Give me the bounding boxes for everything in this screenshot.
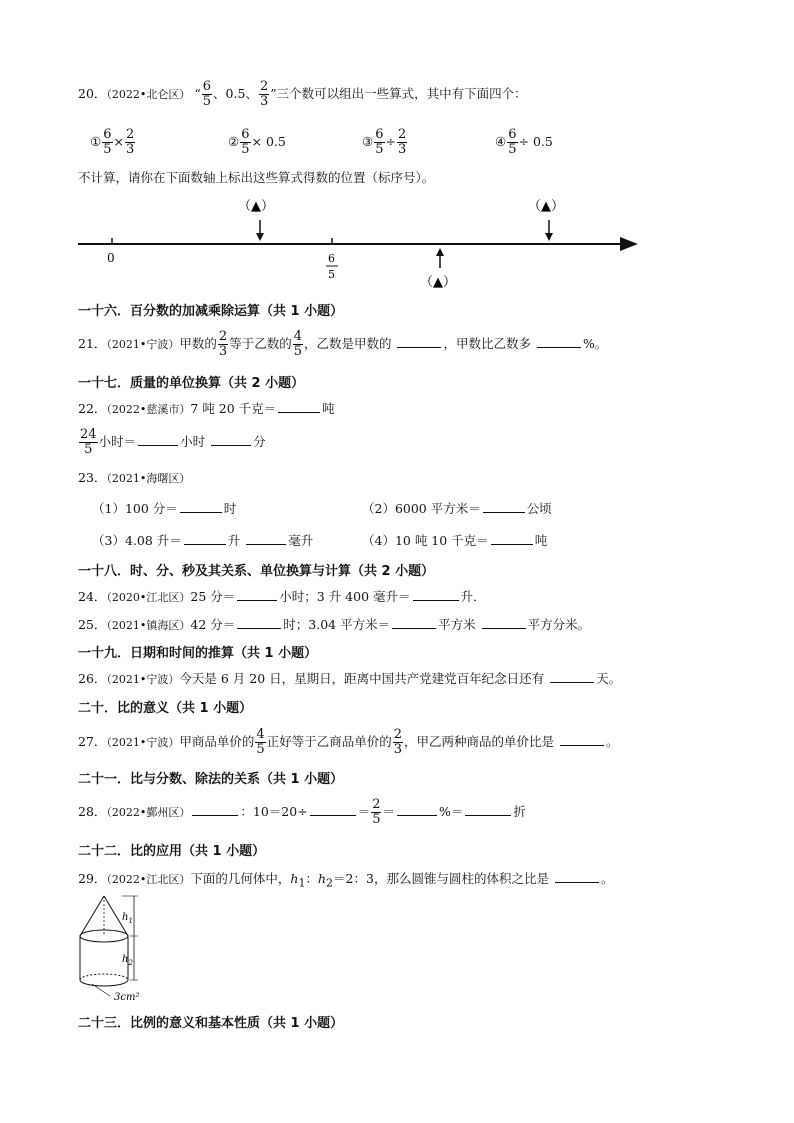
section-20-title: 二十．比的意义（共 1 小题） — [78, 701, 253, 716]
up-arrow-icon — [436, 248, 444, 256]
section-23-title: 二十三．比例的意义和基本性质（共 1 小题） — [78, 1016, 344, 1031]
axis-arrow — [620, 237, 638, 251]
tick-label-den: 5 — [328, 268, 335, 281]
answer-blank[interactable] — [184, 530, 226, 545]
h1-label: $h_1$ — [122, 912, 133, 925]
answer-blank[interactable] — [555, 868, 599, 883]
q22-line2: $\frac{24}{5}$ 小时＝ 小时 分 — [80, 427, 266, 457]
q20-expression-2: ② $\frac{6}{5}$ × 0.5 — [228, 127, 286, 157]
answer-blank[interactable] — [537, 333, 581, 348]
q23-stem: 23．（2021•海曙区） — [78, 470, 191, 485]
answer-blank[interactable] — [237, 614, 281, 629]
fraction: $\frac{2}{3}$ — [259, 79, 269, 109]
answer-blank[interactable] — [550, 668, 594, 683]
number-line — [70, 190, 650, 290]
h2-label: $h_2$ — [122, 954, 133, 967]
q20-stem: 20．（2022•北仑区） “ $\frac{6}{5}$ 、0.5、 $\frac{2}{3}$ ”三个数可以组出一些算式，其中有下面四个： — [78, 79, 527, 109]
q24: 24．（2020•江北区）25 分＝ 小时；3 升 400 毫升＝ 升． — [78, 586, 486, 608]
answer-blank[interactable] — [237, 586, 277, 601]
answer-blank[interactable] — [397, 333, 441, 348]
q29: 29．（2022•江北区）下面的几何体中，$h_1$：$h_2=2$：3，那么圆锥与圆柱的体积之比是 。 — [78, 868, 613, 894]
q20-expression-4: ④ $\frac{6}{5}$ ÷ 0.5 — [495, 127, 553, 157]
answer-blank[interactable] — [483, 498, 525, 513]
q20-expression-1: ① $\frac{6}{5}$ × $\frac{2}{3}$ — [90, 127, 135, 157]
answer-blank[interactable] — [465, 801, 511, 816]
q23-d: （4）10 吨 10 千克＝ 吨 — [362, 530, 547, 551]
section-17-title: 一十七．质量的单位换算（共 2 小题） — [78, 376, 305, 391]
answer-blank[interactable] — [482, 614, 526, 629]
q27: 27．（2021•宁波）甲商品单价的 $\frac{4}{5}$ 正好等于乙商品单价的 $\frac{2}{3}$ ，甲乙两种商品的单价比是 。 — [78, 727, 619, 757]
answer-blank[interactable] — [491, 530, 533, 545]
tick-label-zero: 0 — [107, 251, 115, 265]
section-18-title: 一十八．时、分、秒及其关系、单位换算与计算（共 2 小题） — [78, 564, 435, 579]
tick-label-num: 6 — [328, 252, 335, 265]
q21: 21．（2021•宁波）甲数的 $\frac{2}{3}$ 等于乙数的 $\frac{4}{5}$ ，乙数是甲数的 ，甲数比乙数多 %。 — [78, 329, 608, 359]
answer-blank[interactable] — [310, 801, 356, 816]
down-arrow-icon — [545, 233, 553, 241]
answer-marker-2[interactable]: （▲） — [528, 199, 564, 214]
area-label: 3cm² — [114, 992, 140, 1003]
q20-instruction: 不计算，请你在下面数轴上标出这些算式得数的位置（标序号）。 — [78, 170, 435, 185]
q23-c: （3）4.08 升＝ 升 毫升 — [92, 530, 313, 551]
answer-blank[interactable] — [560, 731, 604, 746]
cone-cylinder-figure — [72, 892, 162, 1004]
answer-blank[interactable] — [246, 530, 286, 545]
answer-blank[interactable] — [278, 398, 320, 413]
answer-blank[interactable] — [392, 614, 436, 629]
answer-blank[interactable] — [180, 498, 222, 513]
q26: 26．（2021•宁波）今天是 6 月 20 日，星期日，距离中国共产党建党百年纪念日还有 天。 — [78, 668, 621, 690]
q28: 28．（2022•鄞州区） ：10＝20÷ ＝ $\frac{2}{5}$ ＝ %＝ 折 — [78, 797, 526, 827]
answer-blank[interactable] — [192, 801, 238, 816]
answer-blank[interactable] — [413, 586, 459, 601]
q23-a: （1）100 分＝ 时 — [92, 498, 236, 519]
q22-line1: 22．（2022•慈溪市）7 吨 20 千克＝ 吨 — [78, 398, 335, 420]
answer-blank[interactable] — [397, 801, 437, 816]
section-21-title: 二十一．比与分数、除法的关系（共 1 小题） — [78, 772, 344, 787]
q25: 25．（2021•镇海区）42 分＝ 时；3.04 平方米＝ 平方米 平方分米。 — [78, 614, 590, 636]
answer-blank[interactable] — [211, 431, 251, 446]
section-19-title: 一十九．日期和时间的推算（共 1 小题） — [78, 646, 318, 661]
section-22-title: 二十二．比的应用（共 1 小题） — [78, 844, 266, 859]
answer-marker-3[interactable]: （▲） — [420, 275, 456, 290]
down-arrow-icon — [256, 233, 264, 241]
q20-expression-3: ③ $\frac{6}{5}$ ÷ $\frac{2}{3}$ — [362, 127, 407, 157]
q23-b: （2）6000 平方米＝ 公顷 — [362, 498, 552, 519]
answer-marker-1[interactable]: （▲） — [238, 199, 274, 214]
fraction: $\frac{6}{5}$ — [202, 79, 212, 109]
section-16-title: 一十六．百分数的加减乘除运算（共 1 小题） — [78, 304, 344, 319]
answer-blank[interactable] — [138, 431, 178, 446]
